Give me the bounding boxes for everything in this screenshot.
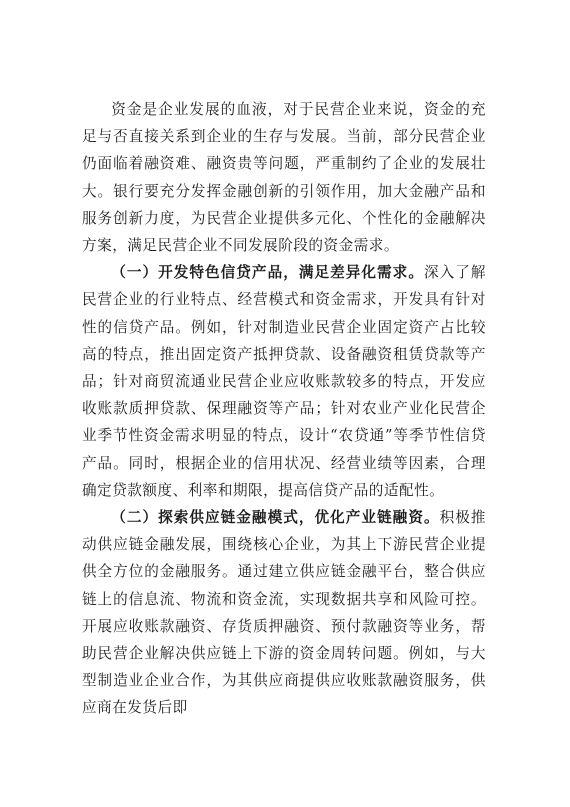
section-1-heading: （一）开发特色信贷产品，满足差异化需求。	[111, 264, 424, 282]
paragraph-intro-text: 资金是企业发展的血液，对于民营企业来说，资金的充足与否直接关系到企业的生存与发展。当前，部分民营企业仍面临着融资难、融资贵等问题，严重制约了企业的发展壮大。银行要充分发挥金融创新的引领作用，加大金融产品和服务创新力度，为民营企业提供多元化、个性化的金融解决方案，满足民营企业不同发展阶段的资金需求。	[82, 101, 486, 255]
section-2-text: 积极推动供应链金融发展，围绕核心企业，为其上下游民营企业提供全方位的金融服务。通过建立供应链金融平台，整合供应链上的信息流、物流和资金流，实现数据共享和风险可控。开展应收账款融资、存货质押融资、预付款融资等业务，帮助民营企业解决供应链上下游的资金周转问题。例如，与大型制造业企业合作，为其供应商提供应收账款融资服务，供应商在发货后即	[82, 509, 486, 717]
paragraph-section-2	[82, 504, 486, 722]
paragraph-section-1	[82, 259, 486, 504]
section-2-heading: （二）探索供应链金融模式，优化产业链融资。	[111, 509, 440, 527]
document-body	[82, 96, 486, 722]
paragraph-intro	[82, 96, 486, 259]
section-1-text: 深入了解民营企业的行业特点、经营模式和资金需求，开发具有针对性的信贷产品。例如，针对制造业民营企业固定资产占比较高的特点，推出固定资产抵押贷款、设备融资租赁贷款等产品；针对商贸流通业民营企业应收账款较多的特点，开发应收账款质押贷款、保理融资等产品；针对农业产业化民营企业季节性资金需求明显的特点，设计“农贷通”等季节性信贷产品。同时，根据企业的信用状况、经营业绩等因素，合理确定贷款额度、利率和期限，提高信贷产品的适配性。	[82, 264, 486, 499]
